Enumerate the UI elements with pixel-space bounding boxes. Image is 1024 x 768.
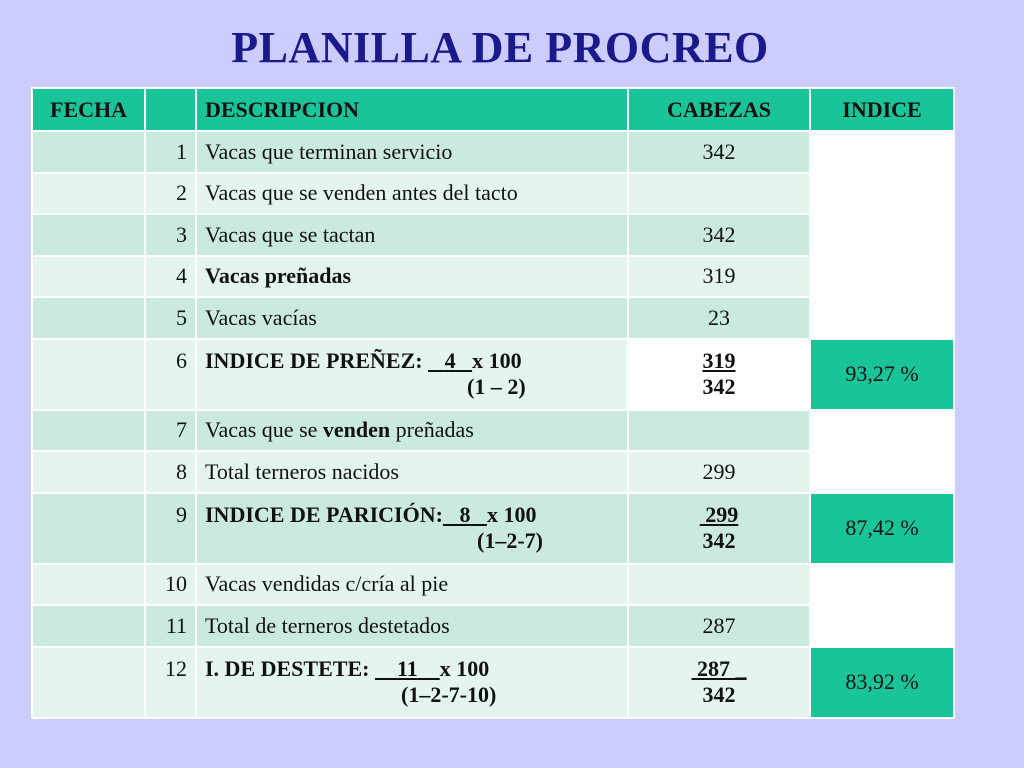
fecha-cell xyxy=(32,214,145,256)
indice-blank-cell xyxy=(810,131,954,339)
row-cabezas xyxy=(628,410,810,452)
row-number: 2 xyxy=(145,173,196,215)
table-header-row xyxy=(32,88,954,131)
row-description: Vacas que se tactan xyxy=(196,214,628,256)
fecha-cell xyxy=(32,451,145,493)
table-row xyxy=(32,131,954,173)
row-description: Vacas vacías xyxy=(196,297,628,339)
formula-multiplier: x 100 xyxy=(439,655,490,681)
table-row-indice-paricion xyxy=(32,493,954,564)
formula-multiplier: x 100 xyxy=(486,501,537,527)
row-cabezas: 287 xyxy=(628,605,810,647)
row-cabezas: 23 xyxy=(628,297,810,339)
fraction-cell xyxy=(628,647,810,718)
pad xyxy=(375,656,397,681)
row-description: Total de terneros destetados xyxy=(196,605,628,647)
fraction-bottom: 342 xyxy=(702,682,736,707)
indice-value: 93,27 % xyxy=(810,339,954,410)
formula-denominator: (1 – 2) xyxy=(467,373,526,399)
row-number: 7 xyxy=(145,410,196,452)
formula-numerator-underline xyxy=(443,502,487,527)
formula-numerator-underline xyxy=(375,656,440,681)
pad xyxy=(470,502,487,527)
row-number: 3 xyxy=(145,214,196,256)
fecha-cell xyxy=(32,647,145,718)
page-title: PLANILLA DE PROCREO xyxy=(231,23,769,72)
fraction-top: 319 xyxy=(702,348,736,373)
fraction-bottom: 342 xyxy=(702,374,736,399)
table-row xyxy=(32,564,954,606)
formula-label: I. DE DESTETE xyxy=(205,655,363,681)
formula-line xyxy=(205,656,619,682)
fecha-cell xyxy=(32,339,145,410)
fecha-cell xyxy=(32,131,145,173)
formula-denominator: (1–2-7-10) xyxy=(401,681,497,707)
formula-label: INDICE DE PARICIÓN xyxy=(205,501,436,527)
indice-value: 83,92 % xyxy=(810,647,954,718)
formula-numerator: 11 xyxy=(396,655,418,681)
header-descripcion: DESCRIPCION xyxy=(196,88,628,131)
pad xyxy=(456,348,473,373)
indice-blank-cell xyxy=(810,564,954,647)
table-row-indice-destete xyxy=(32,647,954,718)
header-cabezas: CABEZAS xyxy=(628,88,810,131)
formula-numerator: 4 xyxy=(444,347,456,373)
table-row-indice-prenez xyxy=(32,339,954,410)
row-cabezas xyxy=(628,173,810,215)
desc-text: preñadas xyxy=(390,417,474,443)
row-number: 11 xyxy=(145,605,196,647)
row-description xyxy=(196,410,628,452)
fecha-cell xyxy=(32,173,145,215)
row-description: Vacas que se venden antes del tacto xyxy=(196,173,628,215)
row-cabezas: 342 xyxy=(628,214,810,256)
row-number: 1 xyxy=(145,131,196,173)
row-number: 9 xyxy=(145,493,196,564)
formula-colon: : xyxy=(362,655,375,681)
table-row xyxy=(32,410,954,452)
formula-numerator-underline xyxy=(428,348,472,373)
fecha-cell xyxy=(32,493,145,564)
index-formula xyxy=(196,647,628,718)
indice-value: 87,42 % xyxy=(810,493,954,564)
row-number: 8 xyxy=(145,451,196,493)
formula-numerator: 8 xyxy=(459,501,471,527)
formula-colon: : xyxy=(435,501,443,527)
row-number: 4 xyxy=(145,256,196,298)
desc-bold: venden xyxy=(322,417,391,443)
fecha-cell xyxy=(32,256,145,298)
row-cabezas: 319 xyxy=(628,256,810,298)
fecha-cell xyxy=(32,297,145,339)
desc-text: Vacas que se xyxy=(205,417,323,443)
row-number: 5 xyxy=(145,297,196,339)
fraction-cell xyxy=(628,339,810,410)
row-description: Total terneros nacidos xyxy=(196,451,628,493)
index-formula xyxy=(196,493,628,564)
pad xyxy=(418,656,440,681)
fraction-cell xyxy=(628,493,810,564)
row-number: 6 xyxy=(145,339,196,410)
fraction-top: 299 xyxy=(699,502,739,527)
formula-label: INDICE DE PREÑEZ xyxy=(205,347,416,373)
row-cabezas: 342 xyxy=(628,131,810,173)
row-description: Vacas que terminan servicio xyxy=(196,131,628,173)
fecha-cell xyxy=(32,605,145,647)
index-formula xyxy=(196,339,628,410)
row-description: Vacas preñadas xyxy=(196,256,628,298)
fraction-bottom: 342 xyxy=(702,528,736,553)
row-cabezas xyxy=(628,564,810,606)
row-number: 12 xyxy=(145,647,196,718)
procreo-table xyxy=(31,87,955,719)
formula-colon: : xyxy=(415,347,429,373)
header-indice: INDICE xyxy=(810,88,954,131)
row-number: 10 xyxy=(145,564,196,606)
formula-line xyxy=(205,348,619,374)
pad xyxy=(428,348,445,373)
header-num xyxy=(145,88,196,131)
indice-blank-cell xyxy=(810,410,954,493)
fecha-cell xyxy=(32,564,145,606)
pad xyxy=(443,502,460,527)
fecha-cell xyxy=(32,410,145,452)
fraction-top: 287 _ xyxy=(691,656,747,681)
formula-line xyxy=(205,502,619,528)
row-cabezas: 299 xyxy=(628,451,810,493)
formula-denominator: (1–2-7) xyxy=(477,527,543,553)
header-fecha: FECHA xyxy=(32,88,145,131)
formula-multiplier: x 100 xyxy=(472,347,522,373)
row-description: Vacas vendidas c/cría al pie xyxy=(196,564,628,606)
